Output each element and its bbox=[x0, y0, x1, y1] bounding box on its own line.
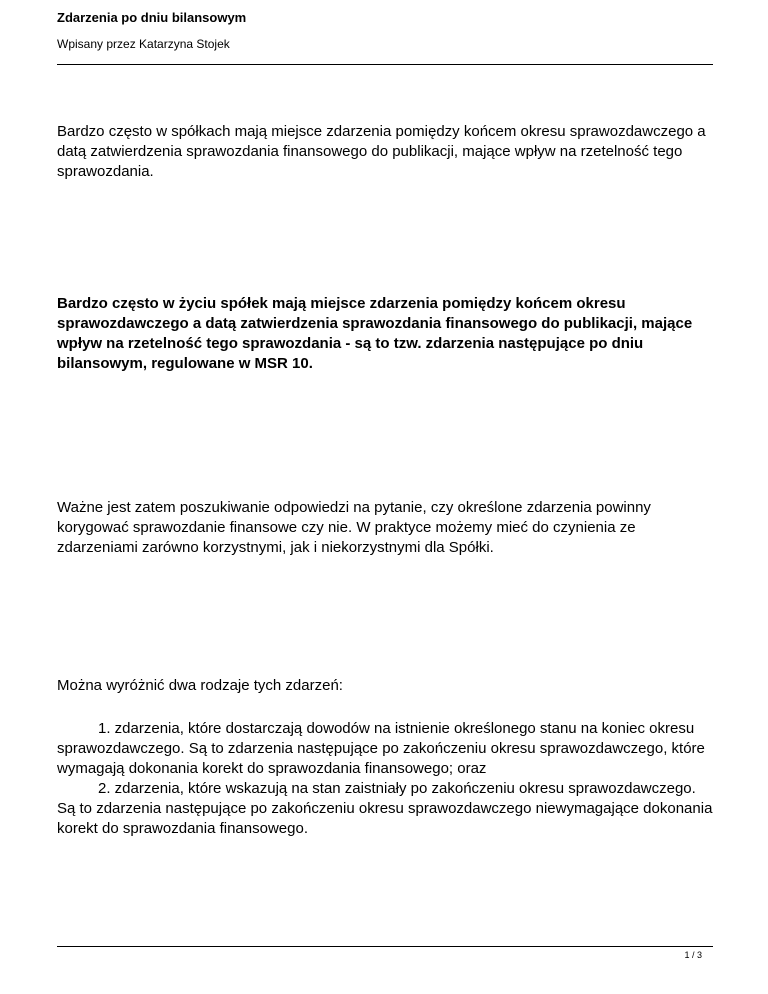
footer-divider bbox=[57, 946, 713, 947]
event-types-list bbox=[57, 719, 717, 839]
document-title: Zdarzenia po dniu bilansowym bbox=[57, 10, 247, 25]
page-header bbox=[57, 10, 713, 51]
author-line: Wpisany przez Katarzyna Stojek bbox=[57, 37, 230, 51]
list-item: 1. zdarzenia, które dostarczają dowodów na istnienie określonego stanu na koniec okresu sprawozdawczego. Są to zdarzenia następujące po zakończeniu okresu sprawozdawczego, które wymagają dokonania korekt do sprawozdania finansowego; oraz bbox=[57, 720, 705, 777]
list-item: 2. zdarzenia, które wskazują na stan zaistniały po zakończeniu okresu sprawozdawczego. Są to zdarzenia następujące po zakończeniu okresu sprawozdawczego niewymagające dokonania korekt do sprawozdania finansowego. bbox=[57, 780, 713, 837]
header-divider bbox=[57, 64, 713, 65]
body-paragraph-2: Ważne jest zatem poszukiwanie odpowiedzi na pytanie, czy określone zdarzenia powinny korygować sprawozdanie finansowe czy nie. W praktyce możemy mieć do czynienia ze zdarzeniami zarówno korzystnymi, jak i niekorzystnymi dla Spółki. bbox=[57, 499, 651, 556]
page-number: 1 / 3 bbox=[684, 950, 702, 960]
body-paragraph-3: Można wyróżnić dwa rodzaje tych zdarzeń: bbox=[57, 677, 343, 694]
lead-bold-paragraph: Bardzo często w życiu spółek mają miejsce zdarzenia pomiędzy końcem okresu sprawozdawczego a datą zatwierdzenia sprawozdania finansowego do publikacji, mające wpływ na rzetelność tego sprawozdania - są to tzw. zdarzenia następujące po dniu bilansowym, regulowane w MSR 10. bbox=[57, 295, 693, 372]
intro-paragraph: Bardzo często w spółkach mają miejsce zdarzenia pomiędzy końcem okresu sprawozdawczego a datą zatwierdzenia sprawozdania finansowego do publikacji, mające wpływ na rzetelność tego sprawozdania. bbox=[57, 123, 706, 180]
